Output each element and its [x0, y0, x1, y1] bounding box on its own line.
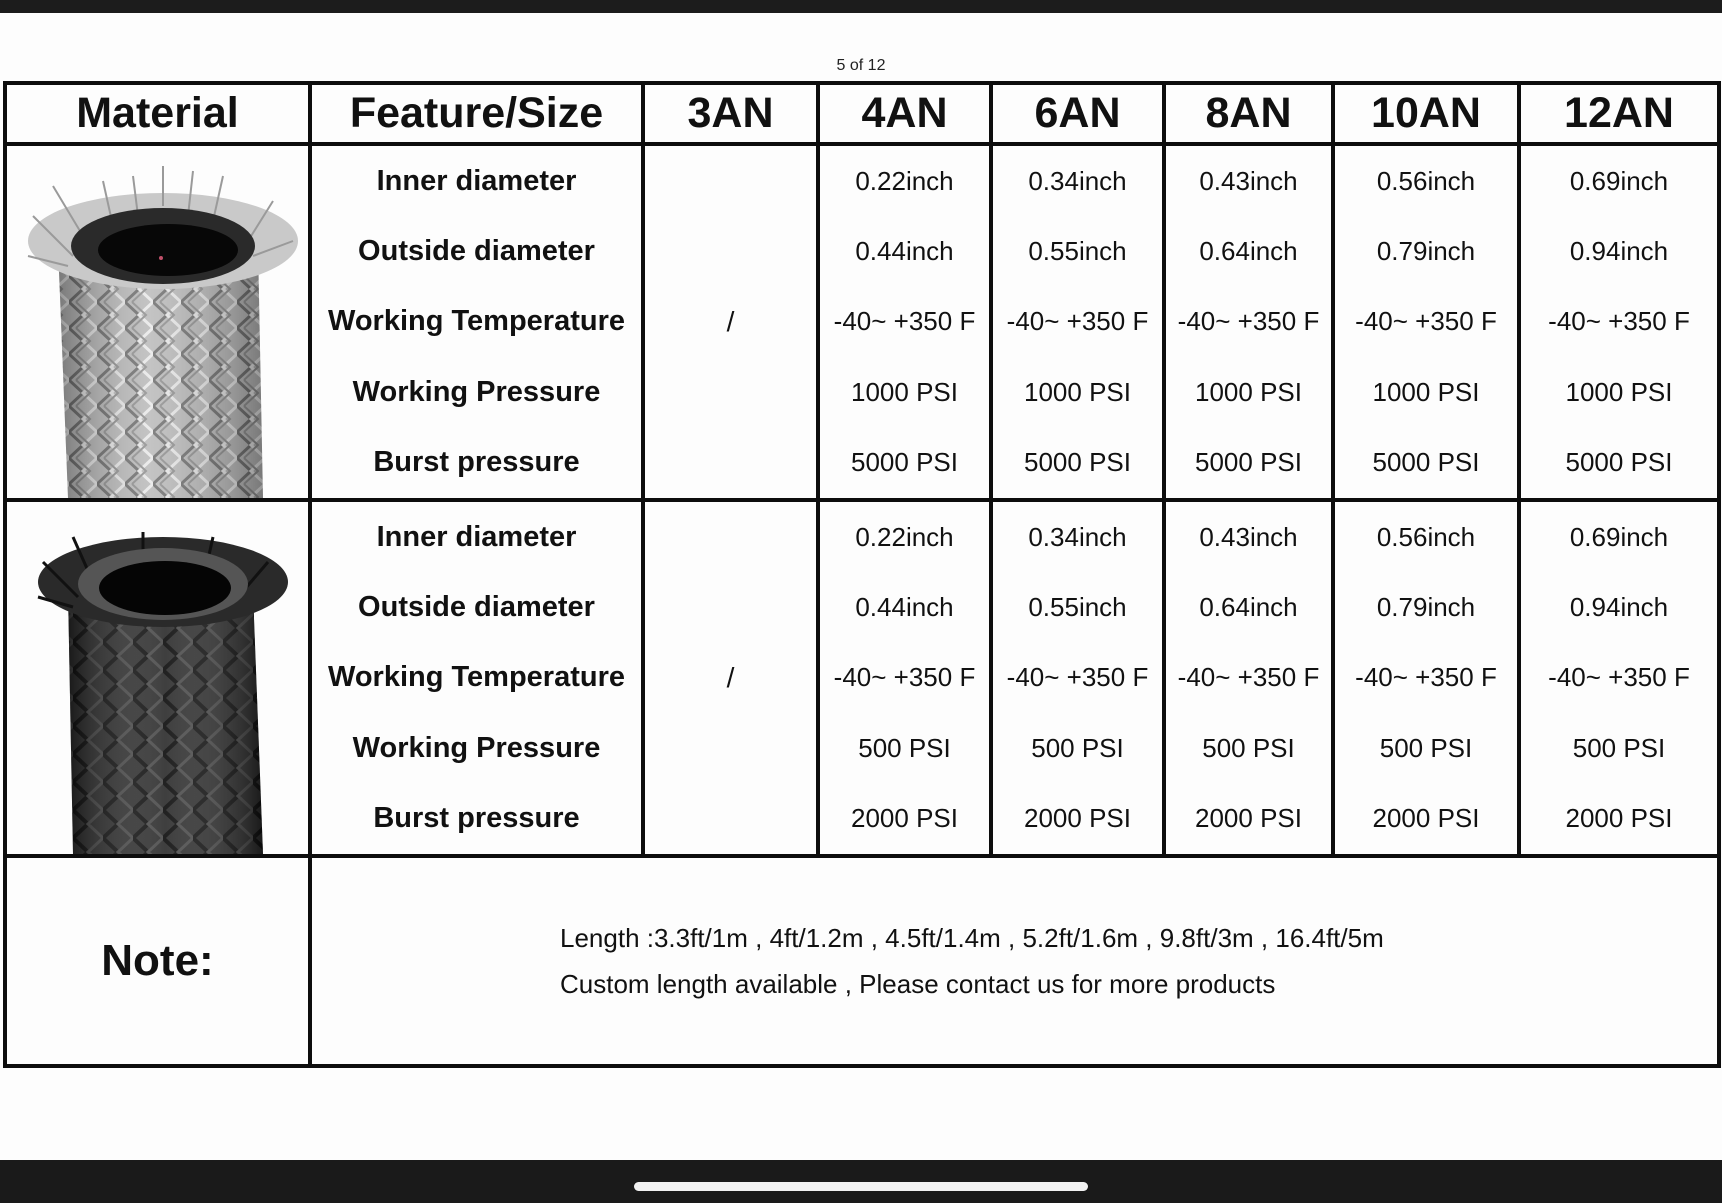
note-text-cell — [310, 856, 1719, 1066]
header-12an: 12AN — [1519, 83, 1719, 144]
feature-burst-pressure: Burst pressure — [373, 446, 580, 479]
value-cell: 0.94inch — [1569, 236, 1669, 267]
value-cell: 0.79inch — [1376, 592, 1476, 623]
page-counter: 5 of 12 — [836, 57, 886, 74]
value-cell: 1000 PSI — [1372, 376, 1480, 407]
value-cell: -40~ +350 F — [1006, 662, 1149, 693]
feature-working-temperature: Working Temperature — [327, 661, 626, 694]
value-cell: 0.43inch — [1199, 165, 1298, 196]
value-cell: 0.55inch — [1028, 236, 1127, 267]
home-indicator[interactable] — [634, 1182, 1088, 1191]
value-cell: 2000 PSI — [1565, 803, 1673, 834]
value-cell: 1000 PSI — [1565, 376, 1673, 407]
note-label: Note: — [5, 856, 310, 1066]
stainless-3an-cell: / — [643, 144, 818, 500]
value-cell: -40~ +350 F — [833, 662, 976, 693]
value-cell: 0.79inch — [1376, 236, 1476, 267]
stainless-hose-row — [5, 144, 1719, 500]
value-cell: -40~ +350 F — [1177, 662, 1320, 693]
nylon-4an-cell — [818, 500, 991, 856]
stainless-8an-cell — [1164, 144, 1333, 500]
header-feature-size: Feature/Size — [310, 83, 643, 144]
nylon-hose-row — [5, 500, 1719, 856]
value-cell: 0.56inch — [1376, 521, 1476, 552]
header-row — [5, 83, 1719, 144]
value-cell: 0.69inch — [1569, 165, 1669, 196]
value-cell: 2000 PSI — [851, 803, 958, 834]
stainless-4an-cell — [818, 144, 991, 500]
value-cell: -40~ +350 F — [1548, 662, 1690, 693]
value-cell: 500 PSI — [1379, 732, 1473, 763]
header-10an: 10AN — [1333, 83, 1519, 144]
feature-outside-diameter: Outside diameter — [358, 591, 595, 624]
nylon-6an-cell — [991, 500, 1164, 856]
note-line-custom: Custom length available , Please contact us for more products — [560, 969, 1276, 999]
nylon-hose-image-cell — [5, 500, 310, 856]
value-cell: 0.34inch — [1028, 521, 1127, 552]
nylon-8an-cell — [1164, 500, 1333, 856]
value-cell: -40~ +350 F — [833, 306, 976, 337]
value-cell: 0.34inch — [1028, 165, 1127, 196]
value-cell: 0.44inch — [855, 236, 954, 267]
value-cell: 5000 PSI — [1195, 447, 1302, 478]
value-cell: 0.44inch — [855, 592, 954, 623]
value-cell: 500 PSI — [1572, 732, 1666, 763]
nylon-10an-cell — [1333, 500, 1519, 856]
feature-working-pressure: Working Pressure — [352, 731, 601, 764]
feature-outside-diameter: Outside diameter — [358, 235, 595, 268]
feature-working-pressure: Working Pressure — [352, 375, 601, 408]
stainless-6an-cell — [991, 144, 1164, 500]
stainless-feature-cell — [310, 144, 643, 500]
value-cell: 2000 PSI — [1195, 803, 1302, 834]
value-cell: -40~ +350 F — [1355, 306, 1497, 337]
header-3an: 3AN — [643, 83, 818, 144]
value-cell: -40~ +350 F — [1177, 306, 1320, 337]
black-nylon-braided-hose-image — [13, 502, 303, 854]
value-cell: -40~ +350 F — [1006, 306, 1149, 337]
header-4an: 4AN — [818, 83, 991, 144]
value-cell: 500 PSI — [1202, 732, 1295, 763]
value-cell: 5000 PSI — [1372, 447, 1480, 478]
value-cell: 0.22inch — [855, 521, 954, 552]
feature-inner-diameter: Inner diameter — [376, 520, 577, 553]
value-cell: 2000 PSI — [1024, 803, 1131, 834]
nylon-3an-cell: / — [643, 500, 818, 856]
hose-spec-table — [3, 81, 1721, 1068]
value-cell: 0.43inch — [1199, 521, 1298, 552]
feature-inner-diameter: Inner diameter — [376, 164, 577, 197]
feature-burst-pressure: Burst pressure — [373, 802, 580, 835]
value-cell: 5000 PSI — [1565, 447, 1673, 478]
nylon-12an-cell — [1519, 500, 1719, 856]
value-cell: 1000 PSI — [1024, 376, 1131, 407]
header-6an: 6AN — [991, 83, 1164, 144]
value-cell: 0.94inch — [1569, 592, 1669, 623]
header-material: Material — [5, 83, 310, 144]
note-line-length: Length :3.3ft/1m , 4ft/1.2m , 4.5ft/1.4m , 5.2ft/1.6m , 9.8ft/3m , 16.4ft/5m — [560, 923, 1384, 953]
stainless-hose-image-cell — [5, 144, 310, 500]
value-cell: 5000 PSI — [1024, 447, 1131, 478]
value-cell: 0.55inch — [1028, 592, 1127, 623]
feature-working-temperature: Working Temperature — [327, 305, 626, 338]
value-cell: 500 PSI — [1031, 732, 1124, 763]
value-cell: 0.22inch — [855, 165, 954, 196]
value-cell: 2000 PSI — [1372, 803, 1480, 834]
value-cell: 1000 PSI — [1195, 376, 1302, 407]
value-cell: 0.64inch — [1199, 592, 1298, 623]
note-row — [5, 856, 1719, 1066]
top-status-bar — [0, 0, 1722, 13]
value-cell: 0.69inch — [1569, 521, 1669, 552]
value-cell: -40~ +350 F — [1548, 306, 1690, 337]
stainless-12an-cell — [1519, 144, 1719, 500]
stainless-steel-braided-hose-image — [13, 146, 303, 498]
value-cell: 1000 PSI — [851, 376, 958, 407]
stainless-10an-cell — [1333, 144, 1519, 500]
nylon-feature-cell — [310, 500, 643, 856]
value-cell: 5000 PSI — [851, 447, 958, 478]
header-8an: 8AN — [1164, 83, 1333, 144]
value-cell: 500 PSI — [858, 732, 951, 763]
value-cell: -40~ +350 F — [1355, 662, 1497, 693]
value-cell: 0.64inch — [1199, 236, 1298, 267]
value-cell: 0.56inch — [1376, 165, 1476, 196]
